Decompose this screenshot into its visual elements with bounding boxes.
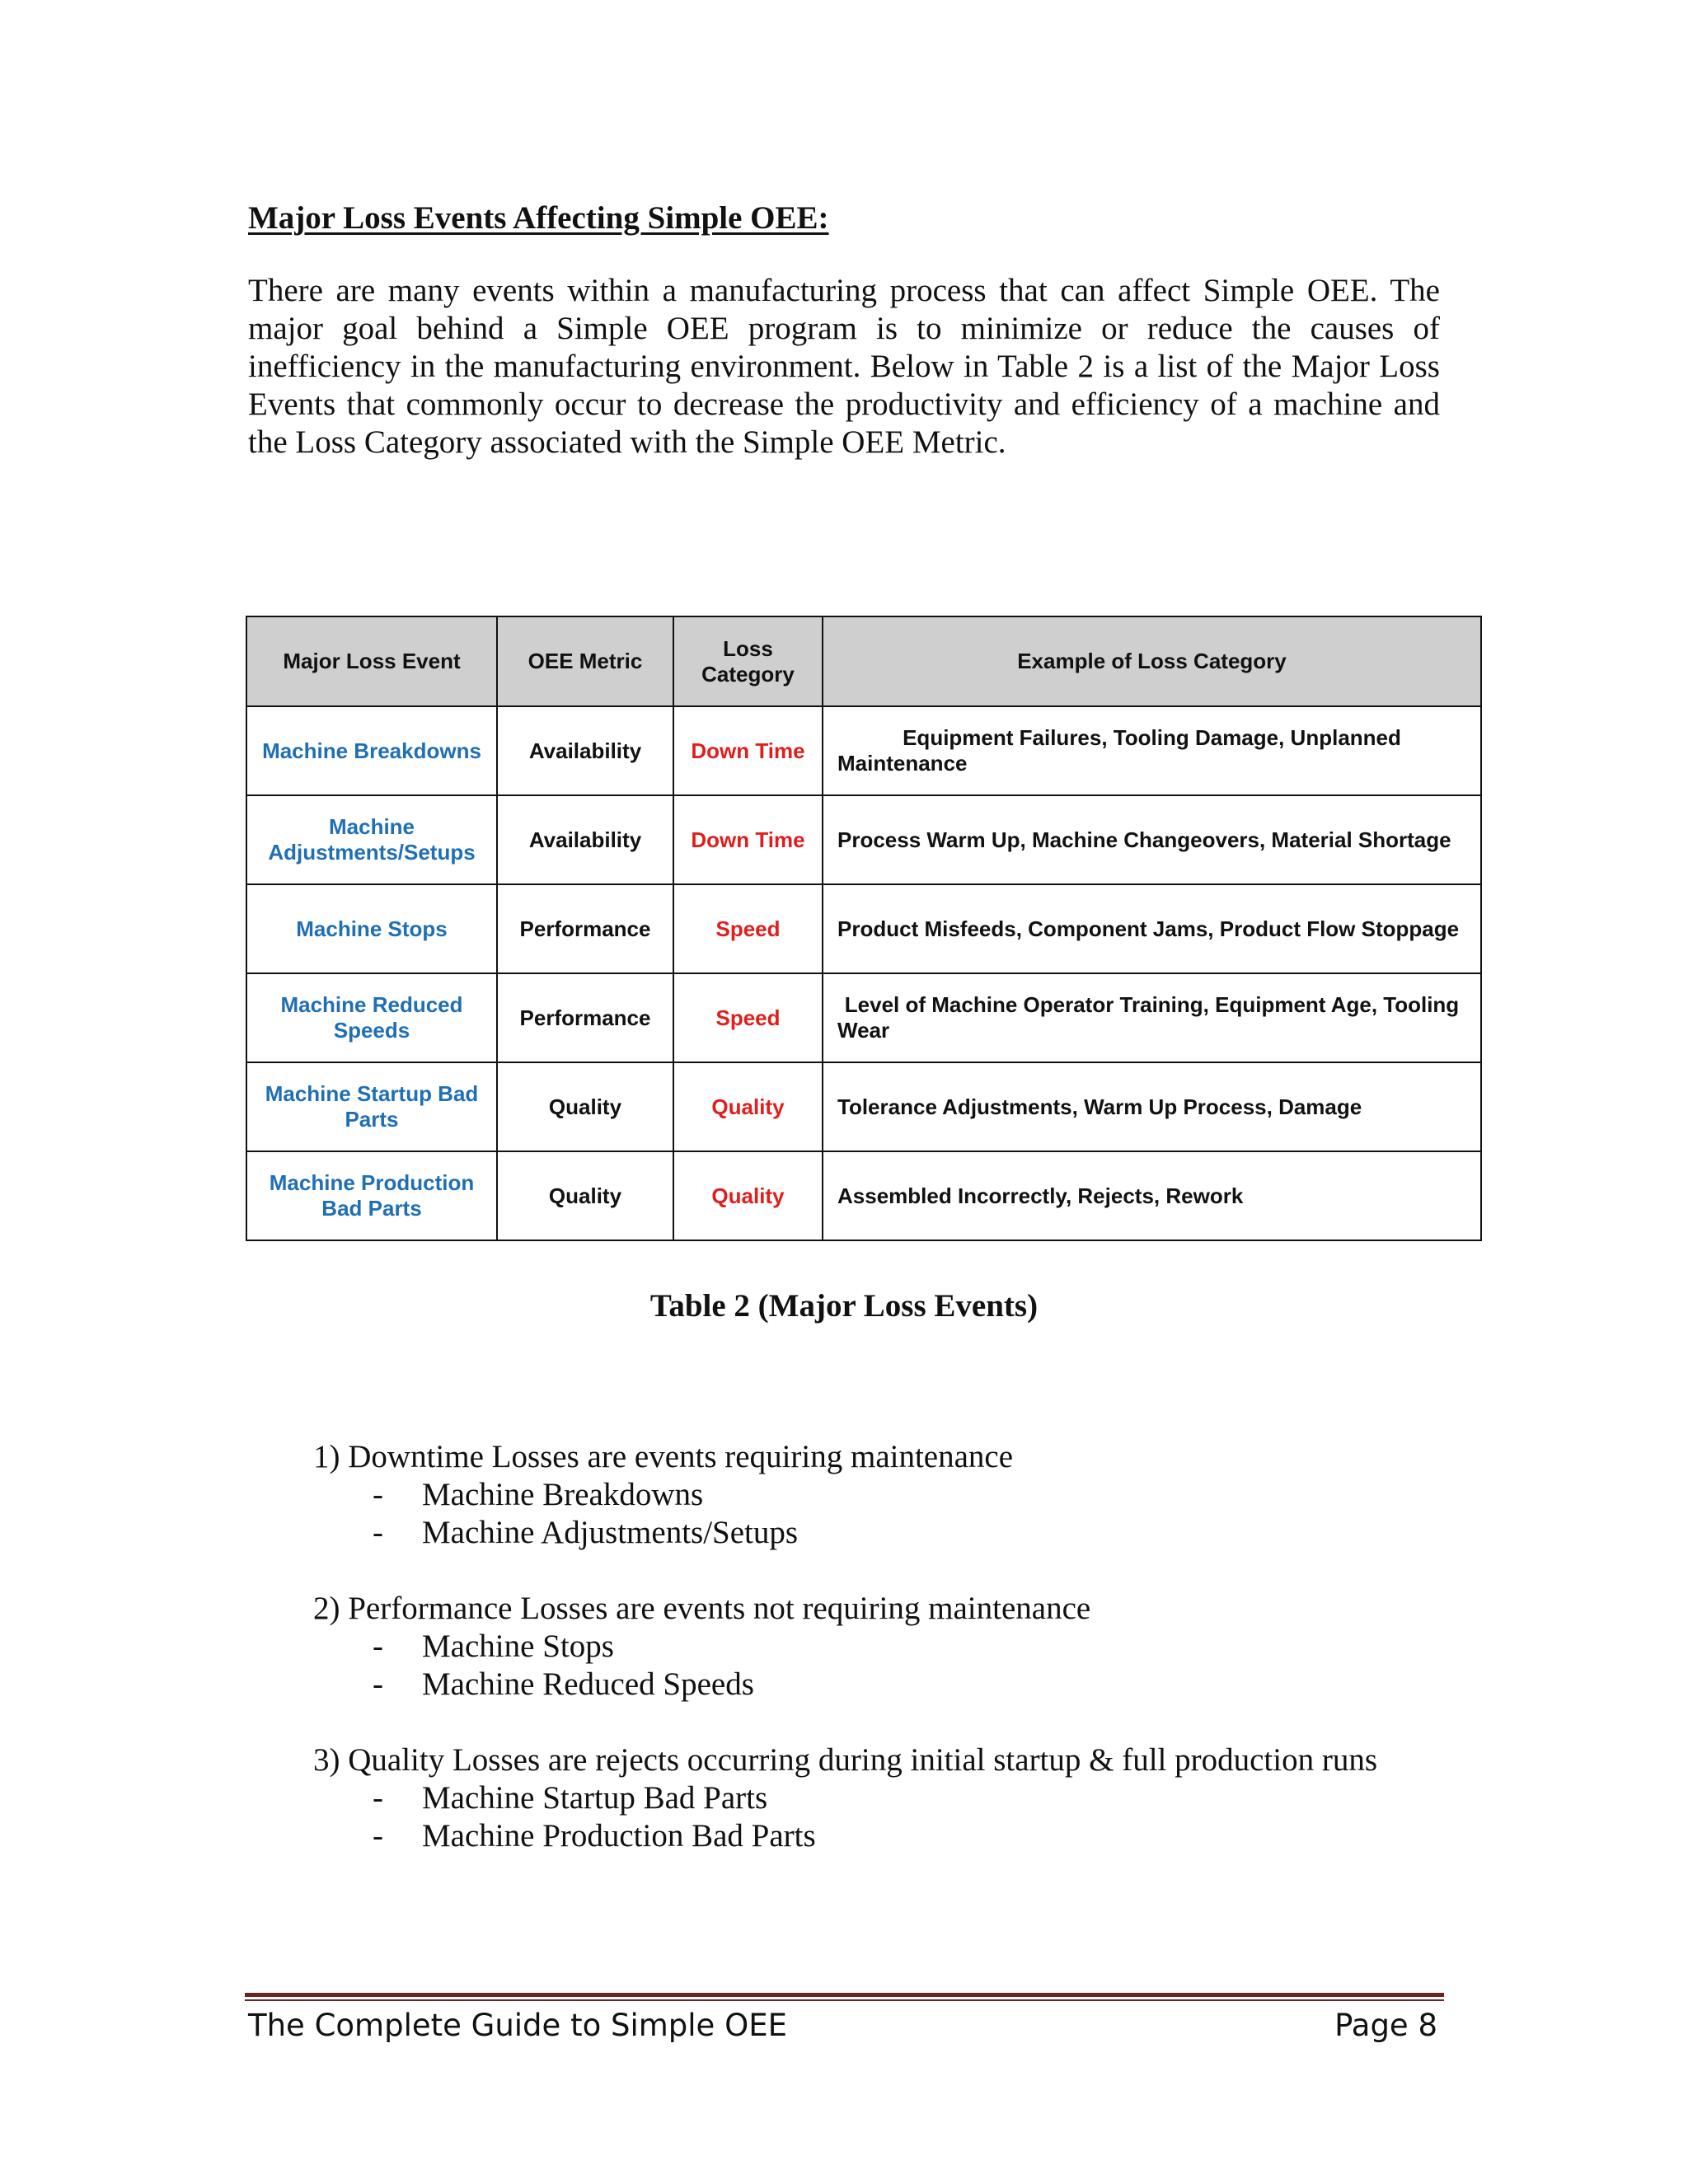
table-row: [246, 795, 1481, 884]
table-caption: Table 2 (Major Loss Events): [649, 1288, 1039, 1324]
loss-category-cell: Speed: [673, 884, 823, 973]
table-row: [246, 1151, 1481, 1240]
loss-event-cell: Machine Reduced Speeds: [246, 973, 497, 1062]
example-cell: Level of Machine Operator Training, Equipment Age, Tooling Wear: [823, 973, 1481, 1062]
list-item: [313, 1438, 1377, 1552]
loss-types-list: [313, 1438, 1377, 1893]
loss-subitem: [313, 1628, 1377, 1666]
dash-bullet: -: [373, 1515, 383, 1550]
dash-bullet: -: [373, 1780, 383, 1816]
oee-metric-cell: Quality: [497, 1151, 673, 1240]
table-row: [246, 706, 1481, 795]
loss-subitem: [313, 1779, 1377, 1817]
list-item: [313, 1741, 1377, 1855]
oee-metric-cell: Quality: [497, 1062, 673, 1151]
loss-category-cell: Quality: [673, 1151, 823, 1240]
loss-subitem-label: Machine Startup Bad Parts: [422, 1780, 768, 1816]
dash-bullet: -: [373, 1818, 383, 1854]
example-cell: Product Misfeeds, Component Jams, Product Flow Stoppage: [823, 884, 1481, 973]
loss-subitem-label: Machine Breakdowns: [422, 1477, 704, 1512]
list-item: [313, 1590, 1377, 1704]
footer-document-title: The Complete Guide to Simple OEE: [248, 2008, 787, 2043]
loss-category-cell: Speed: [673, 973, 823, 1062]
example-cell: Assembled Incorrectly, Rejects, Rework: [823, 1151, 1481, 1240]
footer-page-number: Page 8: [1334, 2008, 1437, 2043]
loss-group-title: 3) Quality Losses are rejects occurring during initial startup & full production runs: [313, 1742, 1378, 1778]
loss-subitem: [313, 1514, 1377, 1552]
dash-bullet: -: [373, 1666, 383, 1702]
table-row: [246, 884, 1481, 973]
loss-event-cell: Machine Stops: [246, 884, 497, 973]
loss-subitem-label: Machine Reduced Speeds: [422, 1666, 754, 1702]
footer-divider-thin: [245, 1999, 1444, 2001]
header-major-loss-event: Major Loss Event: [246, 616, 497, 706]
header-loss-category: Loss Category: [673, 616, 823, 706]
oee-metric-cell: Performance: [497, 973, 673, 1062]
example-cell: Equipment Failures, Tooling Damage, Unplanned Maintenance: [823, 706, 1481, 795]
example-cell: Process Warm Up, Machine Changeovers, Material Shortage: [823, 795, 1481, 884]
dash-bullet: -: [373, 1629, 383, 1664]
loss-group-title: 2) Performance Losses are events not requiring maintenance: [313, 1591, 1091, 1626]
table-row: [246, 1062, 1481, 1151]
section-heading: Major Loss Events Affecting Simple OEE:: [248, 200, 829, 236]
oee-metric-cell: Availability: [497, 706, 673, 795]
loss-subitem: [313, 1666, 1377, 1704]
loss-subitem-label: Machine Production Bad Parts: [422, 1818, 816, 1854]
intro-paragraph: There are many events within a manufacturing process that can affect Simple OEE. The major goal behind a Simple OEE program is to minimize or reduce the causes of inefficiency in the manufacturing environment. Below in Table 2 is a list of the Major Loss Events that commonly occur to decrease the productivity and efficiency of a machine and the Loss Category associated with the Simple OEE Metric.: [248, 273, 1440, 460]
header-oee-metric: OEE Metric: [497, 616, 673, 706]
oee-metric-cell: Performance: [497, 884, 673, 973]
loss-subitem: [313, 1817, 1377, 1855]
loss-category-cell: Quality: [673, 1062, 823, 1151]
oee-metric-cell: Availability: [497, 795, 673, 884]
loss-category-cell: Down Time: [673, 795, 823, 884]
loss-subitem-label: Machine Stops: [422, 1629, 614, 1664]
table-row: [246, 973, 1481, 1062]
example-cell: Tolerance Adjustments, Warm Up Process, Damage: [823, 1062, 1481, 1151]
major-loss-events-table: [246, 616, 1482, 1241]
dash-bullet: -: [373, 1477, 383, 1512]
header-example-of-loss-category: Example of Loss Category: [823, 616, 1481, 706]
loss-event-cell: Machine Breakdowns: [246, 706, 497, 795]
loss-category-cell: Down Time: [673, 706, 823, 795]
loss-event-cell: Machine Production Bad Parts: [246, 1151, 497, 1240]
loss-subitem-label: Machine Adjustments/Setups: [422, 1515, 799, 1550]
footer-divider: [245, 1993, 1444, 1997]
table-header-row: [246, 616, 1481, 706]
loss-subitem: [313, 1476, 1377, 1514]
loss-group-title: 1) Downtime Losses are events requiring maintenance: [313, 1439, 1014, 1474]
loss-event-cell: Machine Startup Bad Parts: [246, 1062, 497, 1151]
loss-event-cell: Machine Adjustments/Setups: [246, 795, 497, 884]
